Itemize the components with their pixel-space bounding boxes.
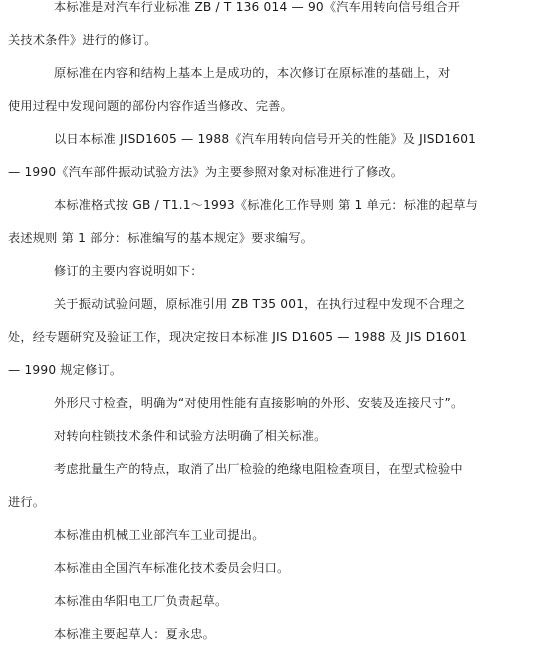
text-line: 考虑批量生产的特点，取消了出厂检验的绝缘电阻检查项目，在型式检验中 — [54, 462, 463, 476]
text-line: 本标准格式按 GB / T1.1～1993《标准化工作导则 第 1 单元：标准的起草与 — [54, 198, 479, 212]
text-line: 关技术条件》进行的修订。 — [8, 33, 157, 47]
text-line: 进行。 — [8, 495, 46, 509]
text-line: 原标准在内容和结构上基本上是成功的，本次修订在原标准的基础上，对 — [54, 66, 451, 80]
text-line: 对转向柱锁技术条件和试验方法明确了相关标准。 — [54, 429, 327, 443]
text-line: — 1990《汽车部件振动试验方法》为主要参照对象对标准进行了修改。 — [8, 165, 404, 179]
text-line: 使用过程中发现问题的部份内容作适当修改、完善。 — [8, 99, 293, 113]
text-line: 处，经专题研究及验证工作，现决定按日本标准 JIS D1605 — 1988 及 JIS D1601 — [8, 330, 468, 344]
text-line: 关于振动试验问题，原标准引用 ZB T35 001，在执行过程中发现不合理之 — [54, 297, 466, 311]
text-line: 外形尺寸检查，明确为“对使用性能有直接影响的外形、安装及连接尺寸”。 — [54, 396, 464, 410]
text-line: 以日本标准 JISD1605 — 1988《汽车用转向信号开关的性能》及 JISD1601 — [54, 132, 477, 146]
text-line: 本标准由华阳电工厂负责起草。 — [54, 594, 228, 608]
text-line: 表述规则 第 1 部分：标准编写的基本规定》要求编写。 — [8, 231, 314, 245]
text-line: 本标准由机械工业部汽车工业司提出。 — [54, 528, 265, 542]
text-line: 本标准是对汽车行业标准 ZB / T 136 014 — 90《汽车用转向信号组合开 — [54, 0, 461, 14]
text-line: — 1990 规定修订。 — [8, 363, 123, 377]
text-line: 本标准主要起草人：夏永忠。 — [54, 627, 216, 641]
text-line: 修订的主要内容说明如下： — [54, 264, 203, 278]
text-line: 本标准由全国汽车标准化技术委员会归口。 — [54, 561, 290, 575]
